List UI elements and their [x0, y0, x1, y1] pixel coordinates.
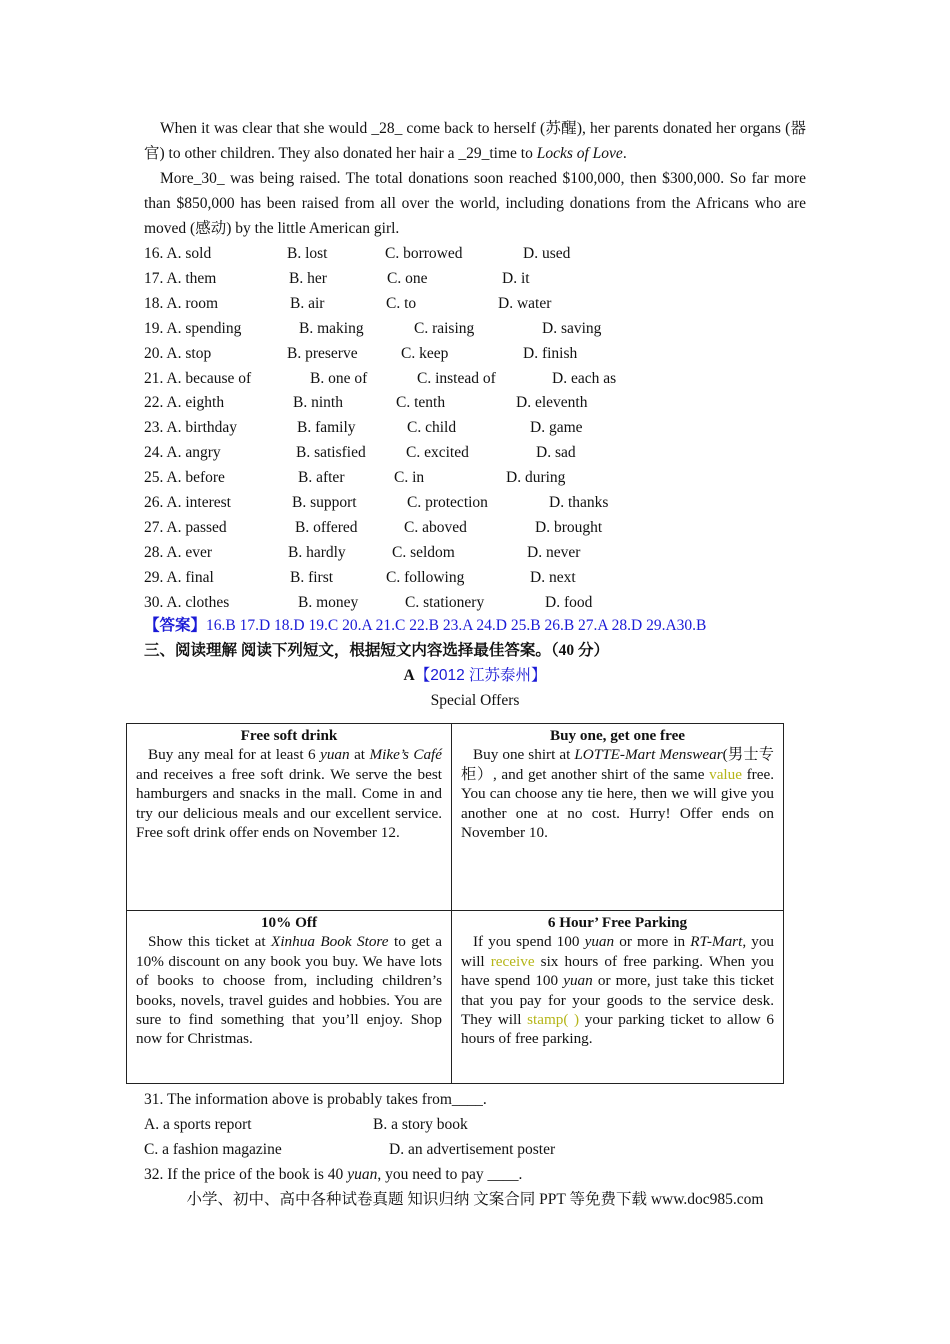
question-number: 30. [144, 593, 164, 611]
option-c: C. excited [406, 444, 469, 462]
option-a-text: A. interest [166, 494, 231, 511]
option-b: B. support [292, 494, 357, 511]
offer-title: Free soft drink [240, 727, 338, 744]
option-a-text: A. birthday [166, 419, 238, 437]
passage-paragraph-1 [144, 116, 806, 166]
option-c: C. one [387, 269, 428, 287]
question-number: 26. [144, 494, 164, 511]
footer: 小学、初中、高中各种试卷真题 知识归纳 文案合同 PPT 等免费下载 www.doc985.com [186, 1191, 764, 1208]
option-a [144, 266, 216, 291]
option-b: B. offered [295, 518, 358, 536]
option-a [144, 515, 227, 540]
answer-key [144, 615, 706, 637]
option-c: C. stationery [405, 593, 485, 611]
offer-ten-off [127, 911, 451, 1083]
option-d: D. sad [536, 444, 576, 462]
offer-body [136, 932, 442, 1048]
option-a [144, 291, 218, 316]
option-d: D. finish [523, 344, 578, 362]
text-italic: yuan [320, 746, 350, 764]
option-a-text: A. spending [166, 319, 242, 337]
option-d: D. during [506, 469, 566, 487]
option-c: C. aboved [404, 518, 467, 536]
text-italic: LOTTE-Mart Menswear [574, 746, 723, 764]
option-a [144, 341, 211, 366]
option-d: D. it [502, 269, 530, 287]
text: or more, just take this ticket that you pay for your goods to the service desk. They will [461, 972, 774, 1029]
text-italic: yuan [563, 972, 593, 990]
option-a-text: A. clothes [166, 593, 230, 611]
offer-title: Buy one, get one free [549, 727, 686, 744]
question-number: 22. [144, 394, 164, 412]
option-a [144, 366, 251, 391]
text: to get a 10% discount on any book you buy. We have lots of books to choose from, including children’s books, novels, travel guides and hobbies. You are sure to find something that you’ll enjoy. Shop now for Christmas. [136, 933, 442, 1048]
option-d: D. game [530, 419, 583, 437]
passage-paragraph-2 [144, 166, 806, 241]
option-c: C. following [386, 568, 465, 586]
text-italic: RT-Mart [690, 933, 743, 951]
option-a [144, 540, 212, 565]
text: (男士专柜）, and get another shirt of the same [461, 746, 774, 783]
text: Buy any meal for at least 6 [148, 746, 321, 764]
text: six hours of free parking. When you have spend 100 [461, 952, 774, 990]
option-b: B. family [297, 419, 356, 437]
option-d: D. never [527, 543, 581, 561]
question-number: 28. [144, 543, 164, 561]
option-a [144, 490, 231, 515]
option-c: C. raising [414, 319, 475, 337]
option-d: D. brought [535, 518, 603, 536]
option-b: B. making [299, 319, 364, 337]
option-a [144, 565, 214, 590]
option-a-text: A. stop [166, 344, 212, 362]
option-d: D. thanks [549, 494, 609, 511]
option-c: C. instead of [417, 369, 496, 387]
option-c: C. protection [407, 494, 488, 511]
question-number: 19. [144, 319, 164, 337]
option-c: C. child [407, 419, 457, 437]
option-c: C. in [394, 469, 425, 487]
option-b: B. hardly [288, 543, 346, 561]
section-title: 三、阅读理解 阅读下列短文，根据短文内容选择最佳答案。（40 分） [144, 642, 610, 659]
option-c: C. borrowed [385, 245, 463, 262]
option-31c: C. a fashion magazine [144, 1141, 282, 1158]
option-a [144, 415, 237, 440]
text: If you spend 100 [473, 933, 585, 951]
option-d: D. used [523, 245, 571, 262]
text: Show this ticket at [148, 933, 272, 951]
option-a-text: A. eighth [166, 394, 225, 412]
text: and receives a free soft drink. We serve the best hamburgers and snacks in the mall. Come in and try our delicious meals and our excellent service. Free soft drink offer ends on November 12. [136, 765, 442, 842]
option-a-text: A. because of [166, 369, 252, 387]
option-d: D. saving [542, 319, 602, 337]
text: ) to other children. They also donated her hair a _29_time to [159, 145, 537, 162]
option-b: B. first [290, 568, 334, 586]
question-number: 29. [144, 568, 164, 586]
text: , you need to pay ____. [377, 1166, 523, 1183]
offer-parking [452, 911, 783, 1083]
option-a-text: A. final [166, 568, 214, 586]
option-b: B. lost [287, 245, 328, 262]
highlight-text: stamp( ) [527, 1011, 580, 1029]
question-number: 20. [144, 344, 164, 362]
question-number: 23. [144, 419, 164, 437]
option-b: B. one of [310, 369, 368, 387]
option-c: C. seldom [392, 543, 455, 561]
text-italic: yuan [347, 1166, 378, 1183]
text-italic: yuan [584, 933, 615, 951]
option-31a: A. a sports report [144, 1116, 252, 1133]
option-a-text: A. room [166, 294, 219, 312]
text: or more in [614, 933, 691, 951]
text: ) by the little American girl. [226, 220, 400, 237]
option-a-text: A. passed [166, 518, 227, 536]
option-a-text: A. sold [166, 245, 212, 262]
passage-title: Special Offers [430, 692, 520, 709]
option-c: C. keep [401, 344, 449, 362]
option-b: B. money [298, 593, 359, 611]
text: ), her parents donated her organs ( [576, 120, 791, 137]
option-d: D. each as [552, 369, 617, 387]
text: 苏醒 [545, 120, 577, 137]
text: 感动 [195, 220, 227, 237]
offer-title: 10% Off [260, 914, 318, 931]
text: 器官 [144, 120, 806, 162]
option-a-text: A. ever [166, 543, 213, 561]
highlight-text: value [709, 765, 742, 783]
text: Buy one shirt at [473, 746, 575, 764]
offer-buy-one [452, 724, 783, 910]
offer-soft-drink [127, 724, 451, 910]
offer-title: 6 Hour’ Free Parking [547, 914, 688, 931]
option-a-text: A. angry [166, 444, 221, 462]
option-d: D. eleventh [516, 394, 588, 412]
option-a [144, 590, 229, 615]
option-c: C. tenth [396, 394, 446, 412]
option-a [144, 241, 211, 266]
option-a [144, 390, 224, 415]
option-b: B. satisfied [296, 444, 366, 462]
answer-text: 16.B 17.D 18.D 19.C 20.A 21.C 22.B 23.A 24.D 25.B 26.B 27.A 28.D 29.A30.B [206, 617, 707, 634]
offer-body [461, 745, 774, 842]
option-b: B. after [298, 469, 345, 487]
question-number: 21. [144, 369, 164, 387]
option-a [144, 465, 225, 490]
question-number: 27. [144, 518, 164, 536]
option-31b: B. a story book [373, 1116, 468, 1133]
question-32 [144, 1162, 522, 1187]
passage-letter: A [403, 667, 415, 684]
option-c: C. to [386, 294, 417, 312]
offers-table [126, 723, 784, 1084]
option-b: B. her [289, 269, 327, 287]
passage-a-heading [0, 665, 950, 687]
text: 32. If the price of the book is 40 [144, 1166, 348, 1183]
offer-body [461, 932, 774, 1048]
option-a [144, 440, 221, 465]
text: free. You can choose any tie here, then we will give you another one at no cost. Hurry! Offer ends on November 10. [461, 765, 774, 842]
option-a-text: A. them [166, 269, 217, 287]
text-italic: Xinhua Book Store [271, 933, 389, 951]
text-italic: Mike’s Café [369, 746, 443, 764]
text: . [622, 145, 627, 162]
question-number: 18. [144, 294, 164, 312]
option-b: B. air [290, 294, 325, 312]
question-number: 25. [144, 469, 164, 487]
question-number: 17. [144, 269, 164, 287]
option-d: D. food [545, 593, 593, 611]
option-31d: D. an advertisement poster [389, 1141, 556, 1158]
answer-label: 【答案】 [144, 617, 207, 634]
question-number: 16. [144, 245, 164, 262]
option-b: B. ninth [293, 394, 343, 412]
text: at [349, 746, 370, 764]
passage-source: 【2012 江苏泰州】 [414, 667, 547, 684]
option-a [144, 316, 241, 341]
option-d: D. next [530, 568, 576, 586]
question-number: 24. [144, 444, 164, 462]
offer-body [136, 745, 442, 842]
option-a-text: A. before [166, 469, 225, 487]
question-31: 31. The information above is probably takes from____. [144, 1091, 487, 1108]
text: your parking ticket to allow 6 hours of free parking. [461, 1011, 774, 1048]
text: More_30_ was being raised. The total donations soon reached $100,000, then $300,000. So far more than $850,000 has been raised from all over the world, including donations from the Africans who are moved ( [144, 170, 806, 237]
option-d: D. water [498, 294, 552, 312]
option-b: B. preserve [287, 344, 358, 362]
text-italic: Locks of Love [536, 145, 623, 162]
highlight-text: receive [490, 952, 535, 970]
text: When it was clear that she would _28_ come back to herself ( [160, 120, 546, 137]
text: , you will [461, 933, 775, 970]
